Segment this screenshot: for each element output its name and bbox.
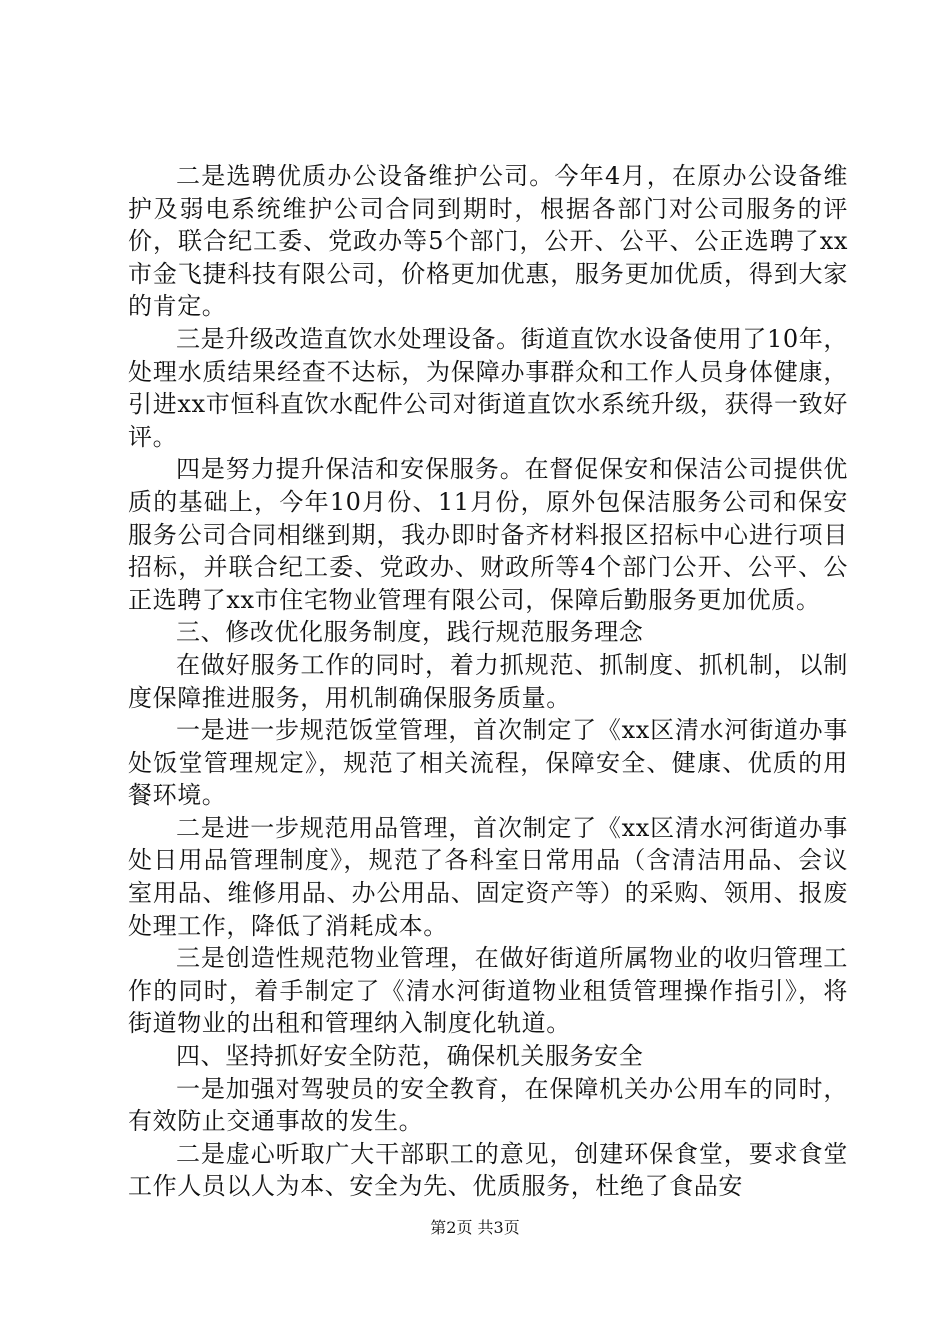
document-body bbox=[128, 160, 848, 1203]
paragraph-canteen-safety: 二是虚心听取广大干部职工的意见，创建环保食堂，要求食堂工作人员以人为本、安全为先、优质服务，杜绝了食品安 bbox=[128, 1139, 848, 1201]
paragraph-property-rules: 三是创造性规范物业管理，在做好街道所属物业的收归管理工作的同时，着手制定了《清水河街道物业租赁管理操作指引》，将街道物业的出租和管理纳入制度化轨道。 bbox=[128, 944, 848, 1038]
paragraph-supplies-rules: 二是进一步规范用品管理，首次制定了《xx区清水河街道办事处日用品管理制度》，规范了各科室日常用品（含清洁用品、会议室用品、维修用品、办公用品、固定资产等）的采购、领用、报废处理工作，降低了消耗成本。 bbox=[128, 813, 848, 940]
paragraph-canteen-rules: 一是进一步规范饭堂管理，首次制定了《xx区清水河街道办事处饭堂管理规定》，规范了相关流程，保障安全、健康、优质的用餐环境。 bbox=[128, 716, 848, 810]
section-heading-safety: 四、坚持抓好安全防范，确保机关服务安全 bbox=[176, 1042, 644, 1071]
paragraph-driver-safety: 一是加强对驾驶员的安全教育，在保障机关办公用车的同时，有效防止交通事故的发生。 bbox=[128, 1074, 848, 1136]
paragraph-cleaning-security: 四是努力提升保洁和安保服务。在督促保安和保洁公司提供优质的基础上，今年10月份、11月份，原外包保洁服务公司和保安服务公司合同相继到期，我办即时备齐材料报区招标中心进行项目招标，并联合纪工委、党政办、财政所等4个部门公开、公平、公正选聘了xx市住宅物业管理有限公司，保障后勤服务更加优质。 bbox=[128, 455, 848, 614]
section-heading-service-system: 三、修改优化服务制度，践行规范服务理念 bbox=[176, 618, 644, 647]
paragraph-drinking-water: 三是升级改造直饮水处理设备。街道直饮水设备使用了10年，处理水质结果经查不达标，为保障办事群众和工作人员身体健康，引进xx市恒科直饮水配件公司对街道直饮水系统升级，获得一致好评。 bbox=[128, 324, 848, 451]
paragraph-service-intro: 在做好服务工作的同时，着力抓规范、抓制度、抓机制，以制度保障推进服务，用机制确保服务质量。 bbox=[128, 650, 848, 712]
paragraph-office-equipment: 二是选聘优质办公设备维护公司。今年4月，在原办公设备维护及弱电系统维护公司合同到期时，根据各部门对公司服务的评价，联合纪工委、党政办等5个部门，公开、公平、公正选聘了xx市金飞捷科技有限公司，价格更加优惠，服务更加优质，得到大家的肯定。 bbox=[128, 162, 848, 321]
page-footer: 第2页 共3页 bbox=[430, 1218, 520, 1237]
